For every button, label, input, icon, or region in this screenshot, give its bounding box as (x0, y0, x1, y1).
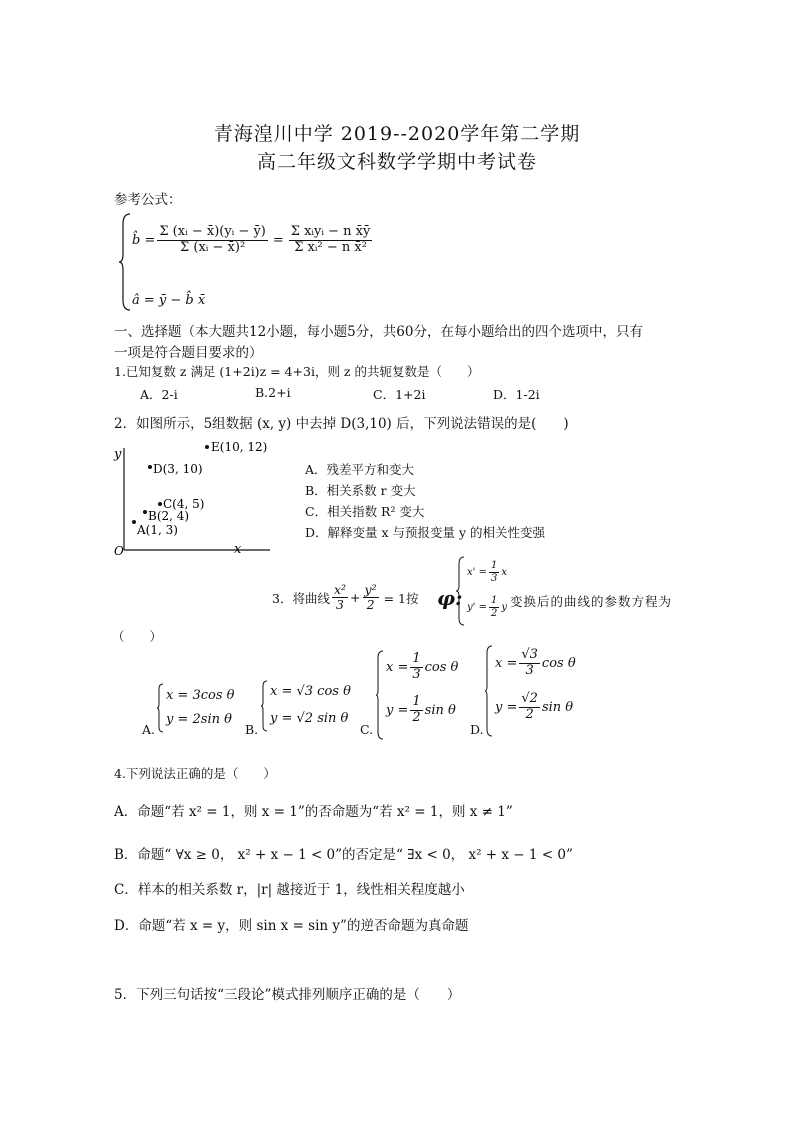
q3-t1-frac (489, 560, 499, 584)
q3-d1-frac (519, 648, 540, 679)
q3-c1-den: 3 (412, 666, 421, 682)
q3-answer-paren: （ ） (112, 629, 163, 644)
point-b-marker (143, 510, 147, 514)
q3-c2-den: 2 (412, 709, 421, 725)
q3-equals-one: = 1按 (383, 590, 419, 606)
point-d-label: D(3, 10) (153, 462, 203, 476)
b-hat-fraction-1 (157, 225, 268, 256)
q3-d2-rhs: sin θ (541, 699, 574, 715)
y-axis-label: y (114, 447, 122, 462)
equals-sign: = (272, 232, 284, 248)
q3-t2-frac (489, 595, 499, 619)
q2-option-b[interactable]: B．相关系数 r 变大 (305, 483, 416, 498)
origin-label: O (114, 544, 124, 558)
q3-curve-y-den: 2 (366, 597, 375, 613)
q1-option-a[interactable]: A．2-i (140, 387, 178, 402)
q3-option-b-label[interactable]: B. (245, 722, 259, 737)
q3-option-d-brace (484, 645, 493, 737)
q3-option-b-line1: x = √3 cos θ (270, 684, 351, 699)
b-hat-denominator-2: Σ xᵢ² − n x̄² (294, 239, 367, 255)
q4-option-a[interactable]: A．命题“若 x² = 1，则 x = 1”的否命题为“若 x² = 1，则 x ≠ 1” (114, 804, 513, 820)
point-c-marker (158, 502, 162, 506)
q3-prefix: 3．将曲线 (272, 590, 330, 606)
q3-d1-rhs: cos θ (541, 655, 576, 671)
q3-option-a-label[interactable]: A. (142, 722, 156, 737)
q1-option-c[interactable]: C．1+2i (373, 387, 426, 402)
q3-c2-frac (410, 695, 422, 726)
a-hat-formula: â = ȳ − b̂ x̄ (132, 293, 206, 308)
q3-d2-den: 2 (525, 706, 534, 722)
b-hat-fraction-2 (289, 225, 373, 256)
q3-stem-suffix: 变换后的曲线的参数方程为 (510, 594, 673, 609)
exam-title-line1: 青海湟川中学 2019--2020学年第二学期 (213, 123, 581, 145)
q3-d2-num: √2 (521, 691, 538, 706)
b-hat-numerator-2: Σ xᵢyᵢ − n x̄ȳ (290, 224, 371, 239)
q3-c2-lhs: y = (386, 702, 409, 718)
point-e-label: E(10, 12) (211, 440, 268, 454)
q3-t2-num: 1 (490, 595, 498, 606)
point-a-marker (132, 520, 136, 524)
section-heading-line2: 一项是符合题目要求的） (114, 345, 263, 361)
q3-t2-lhs: y' = (467, 601, 487, 613)
q3-d1-den: 3 (525, 662, 534, 678)
q3-curve-x-den: 3 (336, 597, 344, 613)
q2-scatter-plot (110, 438, 280, 558)
x-axis-label: x (234, 542, 242, 557)
q3-transform-x (467, 560, 507, 584)
q3-option-b-line2: y = √2 sin θ (270, 711, 349, 726)
point-b-label: B(2, 4) (148, 509, 190, 523)
q3-d2-lhs: y = (495, 699, 518, 715)
q3-option-c-line2 (386, 695, 456, 726)
section-heading-line1: 一、选择题（本大题共12小题，每小题5分，共60分，在每小题给出的四个选项中，只有 (114, 324, 643, 340)
q3-curve-x-num: x² (333, 582, 347, 597)
q3-option-a-line2: y = 2sin θ (166, 712, 232, 727)
q3-c1-num: 1 (412, 651, 421, 666)
q2-option-a[interactable]: A．残差平方和变大 (305, 462, 415, 477)
q3-t2-var: y (501, 601, 507, 613)
q1-stem: 1.已知复数 z 满足 (1+2i)z = 4+3i，则 z 的共轭复数是（ ） (114, 364, 480, 379)
b-hat-formula (132, 225, 374, 256)
q1-option-b[interactable]: B.2+i (255, 385, 291, 400)
q3-option-d-line1 (495, 648, 576, 679)
q3-curve-y-num: y² (364, 582, 377, 597)
point-c-label: C(4, 5) (163, 497, 205, 511)
q3-option-c-label[interactable]: C. (360, 722, 374, 737)
formula-label: 参考公式： (114, 192, 182, 208)
q3-option-a-line1: x = 3cos θ (166, 688, 235, 703)
q3-d1-lhs: x = (495, 655, 518, 671)
q3-option-a-brace (156, 683, 164, 733)
q3-c2-rhs: sin θ (424, 702, 456, 718)
q3-option-d-label[interactable]: D. (470, 722, 484, 737)
q3-t1-var: x (501, 566, 507, 578)
q3-phi-symbol: φ: (437, 586, 463, 610)
q3-c2-num: 1 (412, 694, 421, 709)
q4-option-c[interactable]: C．样本的相关系数 r，|r| 越接近于 1，线性相关程度越小 (114, 882, 465, 898)
q2-option-d[interactable]: D．解释变量 x 与预报变量 y 的相关性变强 (305, 525, 546, 540)
q3-t1-num: 1 (490, 560, 498, 571)
q3-curve-x-term (332, 583, 348, 613)
formula-brace (118, 212, 132, 316)
q3-plus: + (350, 590, 361, 606)
q3-option-b-brace (260, 680, 268, 732)
q3-t1-den: 3 (490, 572, 498, 584)
exam-title-line2: 高二年级文科数学学期中考试卷 (256, 151, 537, 173)
q3-transform-brace (455, 556, 465, 626)
b-hat-lhs: b̂ = (132, 232, 156, 248)
b-hat-numerator-1: Σ (xᵢ − x̄)(yᵢ − ȳ) (159, 224, 266, 239)
q3-c1-frac (410, 652, 422, 683)
point-a-label: A(1, 3) (137, 523, 178, 537)
b-hat-denominator-1: Σ (xᵢ − x̄)² (180, 239, 246, 255)
q2-stem: 2．如图所示，5组数据 (x, y) 中去掉 D(3,10) 后，下列说法错误的是( ) (114, 416, 569, 432)
q3-transform-y (467, 595, 507, 619)
point-e-marker (205, 445, 209, 449)
q4-stem: 4.下列说法正确的是（ ） (114, 766, 276, 781)
q3-c1-rhs: cos θ (424, 659, 459, 675)
q4-option-d[interactable]: D．命题“若 x = y，则 sin x = sin y”的逆否命题为真命题 (114, 918, 469, 934)
q3-d2-frac (519, 692, 540, 723)
q3-d1-num: √3 (521, 647, 538, 662)
q3-c1-lhs: x = (386, 659, 409, 675)
q3-option-c-brace (375, 650, 384, 740)
q3-t1-lhs: x' = (467, 566, 487, 578)
q3-option-d-line2 (495, 692, 573, 723)
point-d-marker (148, 465, 152, 469)
q3-curve-y-term (363, 583, 379, 613)
q2-option-c[interactable]: C．相关指数 R² 变大 (305, 504, 425, 519)
q4-option-b[interactable]: B．命题“ ∀x ≥ 0， x² + x − 1 < 0”的否定是“ ∃x < 0， x² + x − 1 < 0” (114, 847, 573, 863)
q3-t2-den: 2 (490, 607, 498, 619)
q5-stem: 5．下列三句话按“三段论”模式排列顺序正确的是（ ） (114, 987, 461, 1003)
q3-option-c-line1 (386, 652, 458, 683)
q1-option-d[interactable]: D．1-2i (493, 387, 540, 402)
q3-stem (272, 583, 418, 613)
